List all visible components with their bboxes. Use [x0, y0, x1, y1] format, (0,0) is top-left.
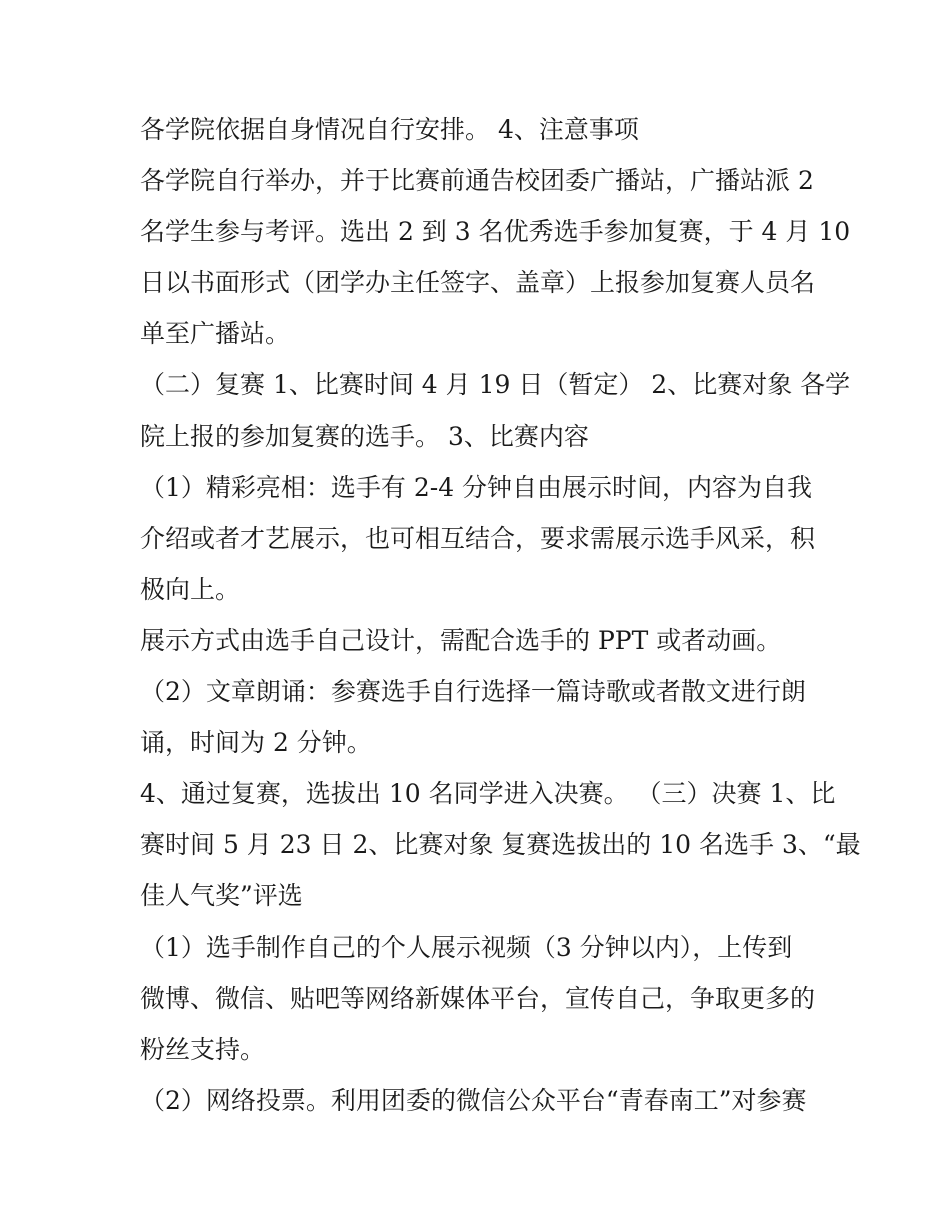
- text-line-10: 极向上。: [140, 574, 241, 604]
- text-line-17: （1）选手制作自己的个人展示视频（3 分钟以内），上传到: [140, 932, 793, 962]
- text-line-12: （2）文章朗诵：参赛选手自行选择一篇诗歌或者散文进行朗: [140, 677, 806, 707]
- text-line-5: 单至广播站。: [140, 319, 291, 349]
- text-line-11: 展示方式由选手自己设计，需配合选手的 PPT 或者动画。: [140, 625, 782, 655]
- text-line-13: 诵，时间为 2 分钟。: [140, 728, 372, 758]
- text-line-18: 微博、微信、贴吧等网络新媒体平台，宣传自己，争取更多的: [140, 983, 816, 1013]
- text-line-19: 粉丝支持。: [140, 1034, 266, 1064]
- text-line-2: 各学院自行举办，并于比赛前通告校团委广播站，广播站派 2: [140, 166, 814, 196]
- text-line-6: （二）复赛 1、比赛时间 4 月 19 日（暂定） 2、比赛对象 各学: [140, 370, 851, 400]
- document-body: [140, 104, 861, 1126]
- text-line-3: 名学生参与考评。选出 2 到 3 名优秀选手参加复赛，于 4 月 10: [140, 217, 851, 247]
- text-line-4: 日以书面形式（团学办主任签字、盖章）上报参加复赛人员名: [140, 268, 816, 298]
- text-line-9: 介绍或者才艺展示，也可相互结合，要求需展示选手风采，积: [140, 523, 816, 553]
- text-line-14: 4、通过复赛，选拔出 10 名同学进入决赛。 （三）决赛 1、比: [140, 779, 836, 809]
- text-line-15: 赛时间 5 月 23 日 2、比赛对象 复赛选拔出的 10 名选手 3、“最: [140, 830, 861, 860]
- text-line-16: 佳人气奖”评选: [140, 881, 303, 911]
- text-line-8: （1）精彩亮相：选手有 2-4 分钟自由展示时间，内容为自我: [140, 472, 813, 502]
- text-line-20: （2）网络投票。利用团委的微信公众平台“青春南工”对参赛: [140, 1085, 807, 1115]
- text-line-1: 各学院依据自身情况自行安排。 4、注意事项: [140, 115, 639, 144]
- text-line-7: 院上报的参加复赛的选手。 3、比赛内容: [140, 421, 589, 451]
